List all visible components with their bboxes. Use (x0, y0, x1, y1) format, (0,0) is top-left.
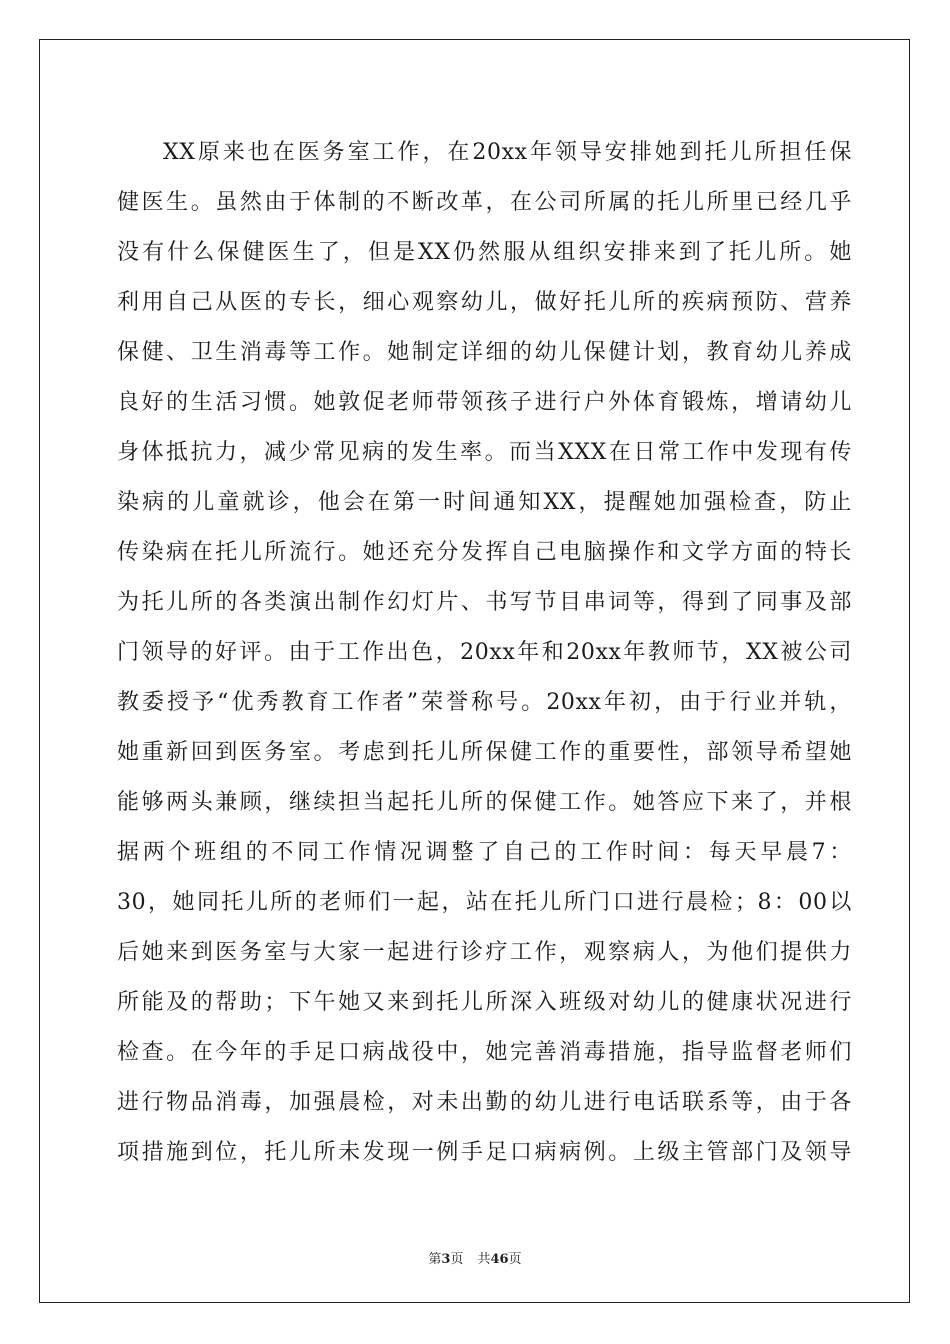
page-prefix: 第 (428, 1252, 442, 1267)
paragraph-line: 染病的儿童就诊，他会在第一时间通知XX，提醒她加强检查，防止 (117, 490, 852, 515)
paragraph-line: 所能及的帮助；下午她又来到托儿所深入班级对幼儿的健康状况进行 (117, 990, 852, 1015)
paragraph-line: 能够两头兼顾，继续担当起托儿所的保健工作。她答应下来了，并根 (117, 790, 852, 815)
paragraph-line: 项措施到位，托儿所未发现一例手足口病病例。上级主管部门及领导 (117, 1140, 852, 1165)
page-footer (0, 1248, 950, 1267)
paragraph-line: 据两个班组的不同工作情况调整了自己的工作时间：每天早晨7： (117, 840, 852, 865)
paragraph-line: 教委授予“优秀教育工作者”荣誉称号。20xx年初，由于行业并轨， (117, 690, 852, 715)
paragraph-line: 利用自己从医的专长，细心观察幼儿，做好托儿所的疾病预防、营养 (117, 290, 852, 315)
document-body (117, 128, 852, 1178)
paragraph-line: 检查。在今年的手足口病战役中，她完善消毒措施，指导监督老师们 (117, 1040, 852, 1065)
paragraph-line: 后她来到医务室与大家一起进行诊疗工作，观察病人，为他们提供力 (117, 940, 852, 965)
total-pages-number: 46 (490, 1252, 509, 1267)
paragraph-line: 没有什么保健医生了，但是XX仍然服从组织安排来到了托儿所。她 (117, 240, 852, 265)
paragraph-line: 她重新回到医务室。考虑到托儿所保健工作的重要性，部领导希望她 (117, 740, 852, 765)
paragraph-line: 传染病在托儿所流行。她还充分发挥自己电脑操作和文学方面的特长 (117, 540, 852, 565)
paragraph-line: 门领导的好评。由于工作出色，20xx年和20xx年教师节，XX被公司 (117, 640, 852, 665)
paragraph-line: 30，她同托儿所的老师们一起，站在托儿所门口进行晨检；8：00以 (117, 890, 852, 915)
paragraph-line: 良好的生活习惯。她敦促老师带领孩子进行户外体育锻炼，增请幼儿 (117, 390, 852, 415)
current-page-number: 3 (441, 1252, 451, 1267)
total-suffix: 页 (508, 1252, 522, 1267)
paragraph-line: XX原来也在医务室工作，在20xx年领导安排她到托儿所担任保 (163, 140, 852, 165)
paragraph-line: 进行物品消毒，加强晨检，对未出勤的幼儿进行电话联系等，由于各 (117, 1090, 852, 1115)
paragraph-line: 健医生。虽然由于体制的不断改革，在公司所属的托儿所里已经几乎 (117, 190, 852, 215)
total-prefix: 共 (477, 1252, 491, 1267)
page-suffix: 页 (450, 1252, 464, 1267)
paragraph-line: 保健、卫生消毒等工作。她制定详细的幼儿保健计划，教育幼儿养成 (117, 340, 852, 365)
paragraph-line: 为托儿所的各类演出制作幻灯片、书写节目串词等，得到了同事及部 (117, 590, 852, 615)
paragraph-line: 身体抵抗力，减少常见病的发生率。而当XXX在日常工作中发现有传 (117, 440, 852, 465)
